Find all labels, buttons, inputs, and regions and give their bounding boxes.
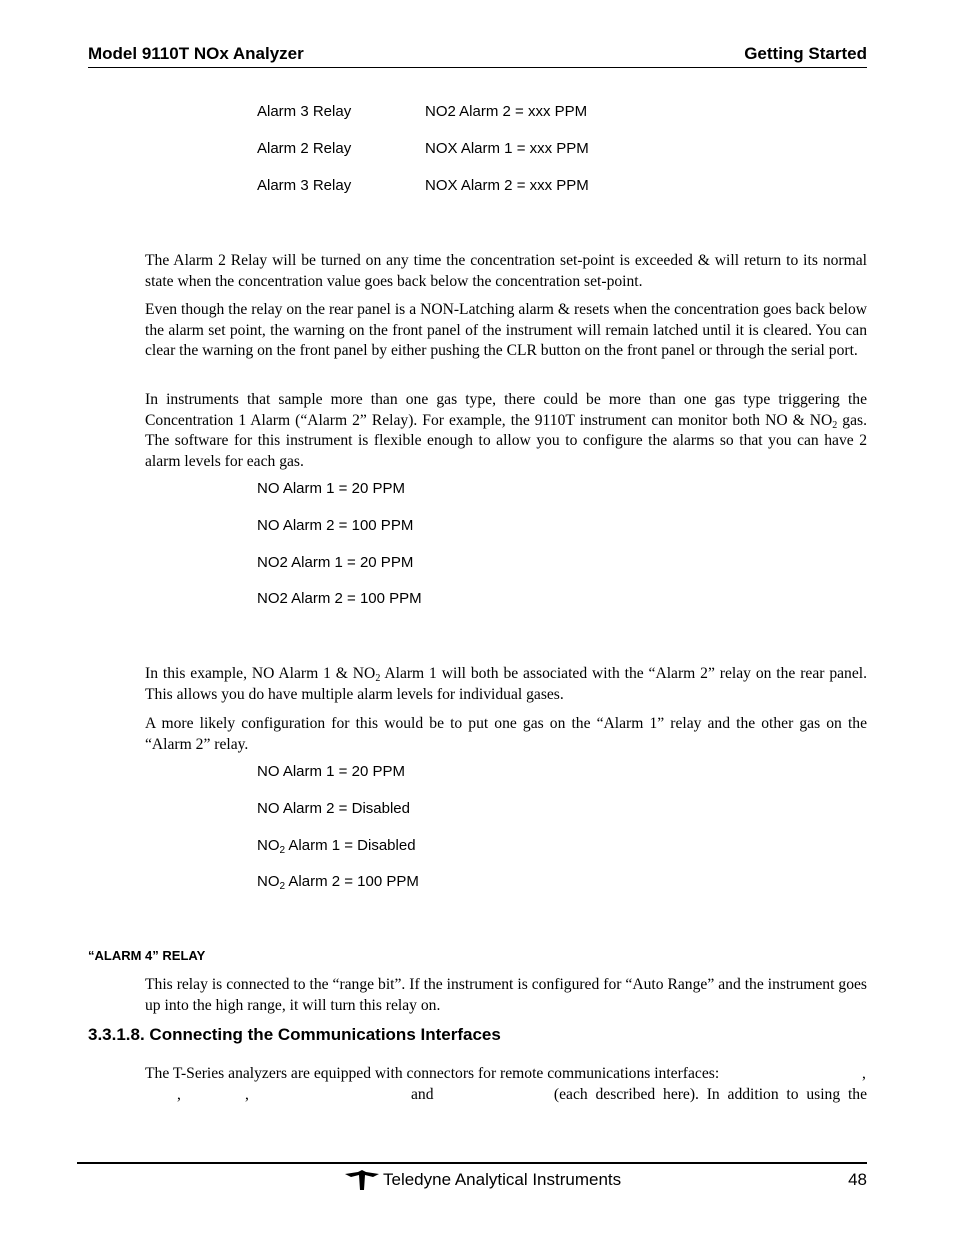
header-section-title: Getting Started	[744, 44, 867, 63]
config2-line-3: $NO_2$ Alarm 1 = Disabled	[257, 837, 416, 856]
config2-line-2: NO Alarm 2 = Disabled	[257, 800, 410, 817]
paragraph-non-latching: Even though the relay on the rear panel is a NON-Latching alarm & resets when the concentration goes back below the alarm set point, the warning on the front panel of the instrument will remain latched until it is cleared. You can clear the warning on the front panel by either pushing the CLR button on the front panel or through the serial port.	[145, 301, 867, 359]
teledyne-logo-icon	[345, 1170, 379, 1190]
relay-name-1: Alarm 3 Relay	[257, 103, 352, 120]
relay-setting-3: NOX Alarm 2 = xxx PPM	[425, 177, 589, 194]
comm-paragraph-comma-1: ,	[177, 1086, 181, 1103]
paragraph-example-explanation: In this example, NO Alarm 1 & $NO_2$ Alarm 1 will both be associated with the “Alarm 2” relay on the rear panel. This allows you do have multiple alarm levels for individual gases.	[145, 665, 867, 703]
relay-setting-1: NO2 Alarm 2 = xxx PPM	[425, 103, 588, 120]
footer-company: Teledyne Analytical Instruments	[383, 1170, 622, 1189]
paragraph-alarm2-behavior: The Alarm 2 Relay will be turned on any time the concentration set-point is exceeded & will return to its normal state when the concentration value goes back below the concentration set-point.	[145, 252, 867, 290]
config2-line-1: NO Alarm 1 = 20 PPM	[257, 763, 405, 780]
relay-setting-2: NOX Alarm 1 = xxx PPM	[425, 140, 589, 157]
alarm4-relay-heading: “ALARM 4” RELAY	[88, 948, 206, 963]
comm-paragraph-and: and	[411, 1086, 434, 1103]
comm-paragraph-line1: The T-Series analyzers are equipped with connectors for remote communications interfaces:	[145, 1065, 720, 1082]
relay-name-3: Alarm 3 Relay	[257, 177, 352, 194]
config1-line-2: NO Alarm 2 = 100 PPM	[257, 517, 414, 534]
config1-line-4: NO2 Alarm 2 = 100 PPM	[257, 590, 422, 607]
paragraph-multi-gas: In instruments that sample more than one gas type, there could be more than one gas type triggering the Concentration 1 Alarm (“Alarm 2” Relay). For example, the 9110T instrument can monitor both NO & $NO_2$ gas. The software for this instrument is flexible enough to allow you to configure the alarms so that you can have 2 alarm levels for each gas.	[145, 391, 867, 470]
config2-line-4: $NO_2$ Alarm 2 = 100 PPM	[257, 873, 419, 892]
comm-paragraph-comma-2: ,	[245, 1086, 249, 1103]
comm-paragraph-line1-comma: ,	[862, 1065, 866, 1082]
config1-line-3: NO2 Alarm 1 = 20 PPM	[257, 554, 414, 571]
footer-page-number: 48	[848, 1170, 867, 1189]
relay-name-2: Alarm 2 Relay	[257, 140, 352, 157]
paragraph-range-bit: This relay is connected to the “range bit”. If the instrument is configured for “Auto Range” and the instrument goes up into the high range, it will turn this relay on.	[145, 976, 867, 1014]
header-rule	[88, 67, 867, 68]
section-heading-communications: 3.3.1.8. Connecting the Communications Interfaces	[88, 1025, 501, 1044]
footer-rule	[77, 1162, 867, 1164]
comm-paragraph-line2-tail: (each described here). In addition to using the	[553, 1086, 867, 1103]
paragraph-likely-config: A more likely configuration for this would be to put one gas on the “Alarm 1” relay and the other gas on the “Alarm 2” relay.	[145, 715, 867, 753]
config1-line-1: NO Alarm 1 = 20 PPM	[257, 480, 405, 497]
header-model-title: Model 9110T NOx Analyzer	[88, 44, 304, 63]
